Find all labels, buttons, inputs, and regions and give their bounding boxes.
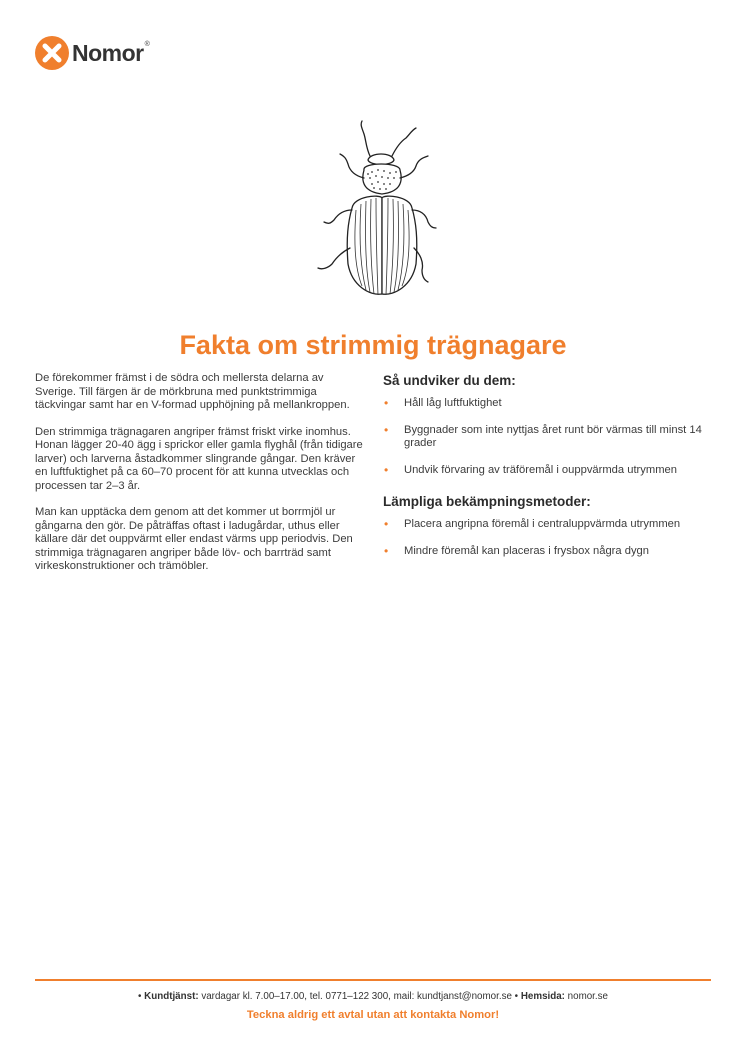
list-item-text: Undvik förvaring av träföremål i ouppvärmda utrymmen <box>404 463 677 476</box>
list-item <box>383 424 713 451</box>
service-label: Kundtjänst: <box>144 991 199 1002</box>
service-text[interactable]: vardagar kl. 7.00–17.00, tel. 0771–122 300, mail: kundtjanst@nomor.se <box>201 991 512 1002</box>
list-item <box>383 397 713 411</box>
description-paragraph: Man kan upptäcka dem genom att det kommer ut borrmjöl ur gångarna den gör. De påträffas oftast i ladugårdar, uthus eller källare där det ouppvärmt eller endast värms upp periodvis. Den strimmiga trägnagaren angriper både löv- och barrträd samt virkeskonstruktioner och trämöbler. <box>35 506 353 572</box>
bullet-icon: • <box>514 991 519 1002</box>
bullet-icon: • <box>384 462 389 477</box>
description-column <box>35 372 365 587</box>
bullet-icon: • <box>384 517 389 531</box>
bullet-icon: • <box>138 991 142 1002</box>
bullet-icon: • <box>384 422 389 437</box>
avoid-list <box>383 397 713 477</box>
website-link[interactable]: nomor.se <box>567 991 608 1002</box>
footer-contact <box>0 991 746 1002</box>
website-label: Hemsida: <box>520 991 565 1002</box>
bullet-icon: • <box>384 396 389 410</box>
list-item <box>383 518 713 532</box>
description-paragraph: Den strimmiga trägnagaren angriper främst friskt virke inomhus. Honan lägger 20-40 ägg i sprickor eller gamla flyghål (från tidigare larver) och larverna åstadkommer slingrande gångar. Den kräver en luftfuktighet på ca 60–70 procent för att kunna utvecklas och processen tar 2–3 år. <box>35 425 363 492</box>
registered-mark: ® <box>144 40 150 48</box>
brand-logo[interactable] <box>35 36 150 70</box>
brand-name: Nomor <box>72 39 144 66</box>
avoid-heading: Så undviker du dem: <box>383 373 516 388</box>
bullet-icon: • <box>384 543 389 558</box>
footer-tagline: Teckna aldrig ett avtal utan att kontakta Nomor! <box>246 1009 500 1021</box>
description-paragraph: De förekommer främst i de södra och mellersta delarna av Sverige. Till färgen är de mörkbruna med punktstrimmiga täckvingar samt har en V-formad upphöjning på mellankroppen. <box>35 372 350 411</box>
list-item <box>383 545 713 559</box>
list-item-text: Placera angripna föremål i centraluppvärmda utrymmen <box>404 518 681 530</box>
advice-column <box>383 373 713 575</box>
methods-list <box>383 518 713 558</box>
nomor-logo-icon <box>35 36 69 70</box>
list-item-text: Håll låg luftfuktighet <box>404 397 502 409</box>
footer-divider <box>35 979 711 981</box>
list-item <box>383 464 713 478</box>
methods-heading: Lämpliga bekämpningsmetoder: <box>383 494 591 509</box>
list-item-text: Byggnader som inte nyttjas året runt bör värmas till minst 14 grader <box>404 423 702 449</box>
list-item-text: Mindre föremål kan placeras i frysbox några dygn <box>404 544 649 557</box>
page-title: Fakta om strimmig trägnagare <box>179 330 567 360</box>
beetle-icon <box>300 118 450 303</box>
